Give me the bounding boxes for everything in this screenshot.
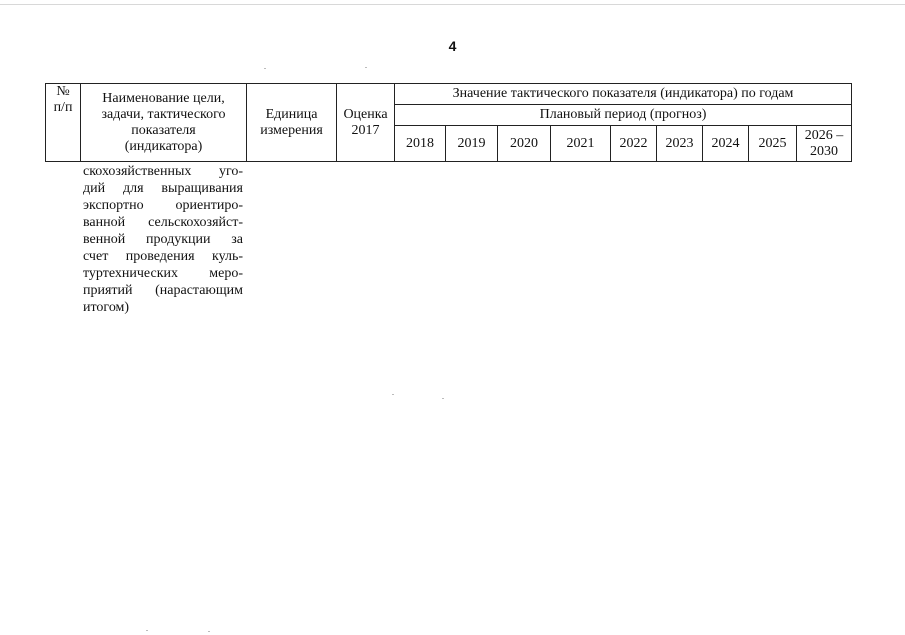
year-cell: 2025 [749,126,797,162]
continuation-word: приятий [83,283,133,298]
values-title-cell: Значение тактического показателя (индикатора) по годам [395,84,852,105]
continuation-word: экспортно [83,198,144,213]
indicator-header-table [45,83,852,162]
year-cell: 2019 [446,126,498,162]
continuation-word: итогом) [83,300,130,315]
header-name-line1: Наименование цели, [102,90,225,106]
continuation-line [83,214,243,231]
continuation-word: скохозяйственных [83,164,192,179]
continuation-line [83,197,243,214]
header-name-line4: (индикатора) [124,138,203,154]
header-name-line3: показателя [131,122,196,138]
continuation-word: ориентиро- [175,198,243,213]
scan-speck [146,630,148,631]
continuation-line [83,299,243,316]
continuation-word: ванной [83,215,126,230]
continuation-word: проведения [125,249,195,264]
header-name-line2: задачи, тактического [101,106,226,122]
scan-speck [442,398,444,399]
header-name-cell [81,84,247,162]
header-unit-line1: Единица [265,106,318,122]
header-estimate-cell [337,84,395,162]
continuation-word: счет [83,249,109,264]
year-range-cell [797,126,852,162]
continuation-line [83,180,243,197]
continuation-line [83,265,243,282]
continuation-line [83,282,243,299]
year-range-line2: 2030 [810,144,839,159]
continuation-line [83,248,243,265]
continuation-word: (нарастающим [155,283,243,298]
header-unit-cell [247,84,337,162]
year-cell: 2020 [498,126,551,162]
continuation-word: за [231,232,243,247]
scan-speck [208,631,210,632]
scan-speck [264,68,266,69]
year-cell: 2021 [551,126,611,162]
header-unit-line2: измерения [260,122,323,138]
continuation-word: куль- [211,249,243,264]
scan-speck [392,394,394,395]
continuation-word: меро- [209,266,243,281]
page-number: 4 [448,38,457,54]
indicator-name-continuation [83,163,243,316]
header-estimate-line2: 2017 [351,122,380,138]
year-cell: 2018 [395,126,446,162]
continuation-word: дий [83,181,106,196]
continuation-word: уго- [218,164,243,179]
continuation-word: венной [83,232,126,247]
header-number-line2: п/п [53,100,73,115]
year-range-line1: 2026 – [804,128,844,143]
continuation-word: туртехнических [83,266,178,281]
continuation-word: для [122,181,144,196]
continuation-line [83,163,243,180]
header-number-line1: № [56,84,70,99]
header-estimate-line1: Оценка [343,106,388,122]
continuation-line [83,231,243,248]
year-cell: 2024 [703,126,749,162]
scan-speck [365,67,367,68]
continuation-word: выращивания [161,181,243,196]
continuation-word: сельскохозяйст- [148,215,243,230]
plan-period-cell: Плановый период (прогноз) [395,105,852,126]
continuation-word: продукции [145,232,211,247]
header-number-cell [46,84,81,162]
scan-edge-line [0,4,905,5]
year-cell: 2022 [611,126,657,162]
year-cell: 2023 [657,126,703,162]
